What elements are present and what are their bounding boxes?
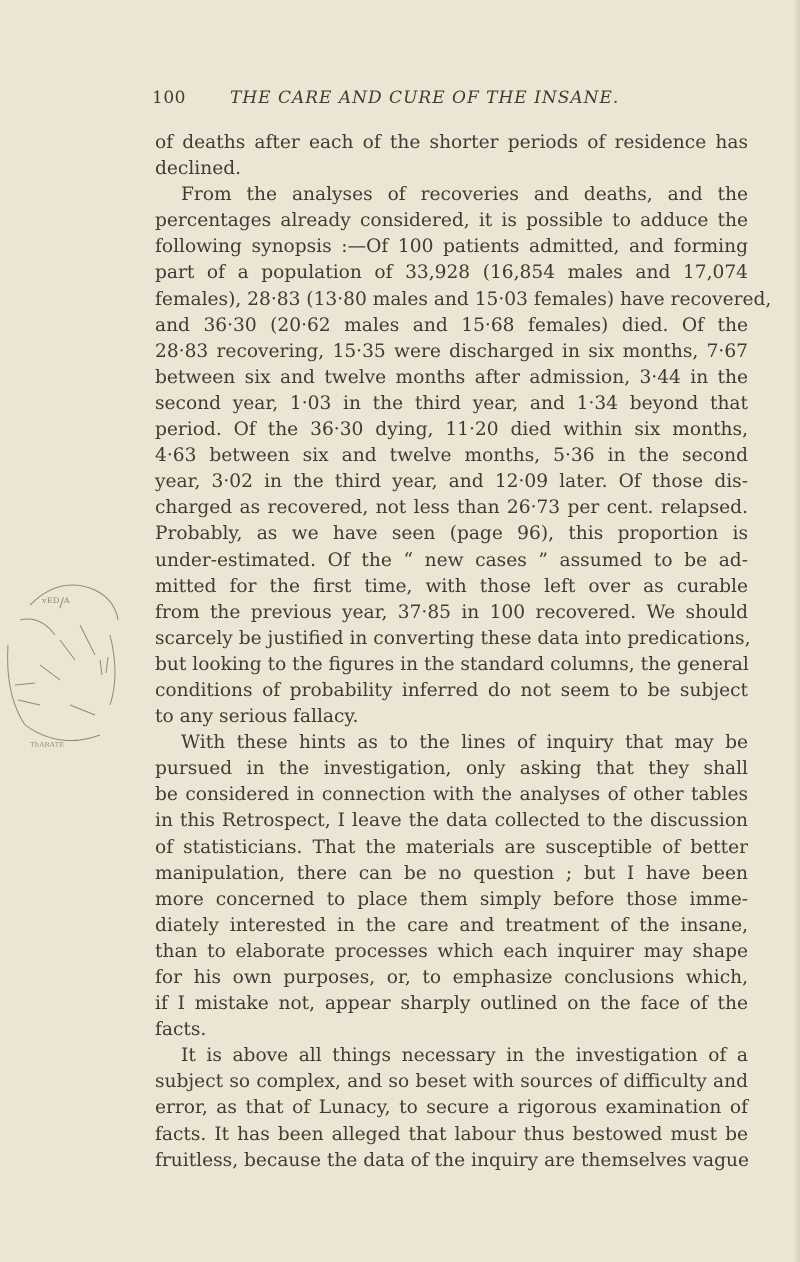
text-line: diately interested in the care and treatment of the insane, (155, 914, 748, 936)
text-line: 4·63 between six and twelve months, 5·36 in the second (155, 445, 748, 467)
text-line: more concerned to place them simply before those imme- (155, 888, 748, 910)
text-line: percentages already considered, it is possible to adduce the (155, 210, 748, 232)
text-line: From the analyses of recoveries and deaths, and the (181, 184, 748, 206)
text-line: Probably, as we have seen (page 96), this proportion is (155, 523, 748, 545)
paragraph (155, 182, 772, 730)
library-stamp-icon (0, 565, 130, 765)
text-line: fruitless, because the data of the inquiry are themselves vague (155, 1149, 749, 1171)
running-title: THE CARE AND CURE OF THE INSANE. (230, 88, 620, 108)
text-line: scarcely be justified in converting these data into predications, (155, 627, 751, 649)
text-line: females), 28·83 (13·80 males and 15·03 females) have recovered, (155, 288, 772, 310)
text-line: error, as that of Lunacy, to secure a rigorous examination of (155, 1097, 748, 1119)
text-line: between six and twelve months after admission, 3·44 in the (155, 366, 748, 388)
svg-text:ᵀʰᴬᴿᴬᵀᴱ: ᵀʰᴬᴿᴬᵀᴱ (30, 740, 65, 753)
text-line: part of a population of 33,928 (16,854 males and 17,074 (155, 262, 748, 284)
text-line: under-estimated. Of the “ new cases ” assumed to be ad- (155, 549, 748, 571)
text-line: 28·83 recovering, 15·35 were discharged in six months, 7·67 (155, 340, 748, 362)
text-line: to any serious fallacy. (155, 706, 359, 728)
paragraph (155, 730, 748, 1043)
text-line: if I mistake not, appear sharply outlined on the face of the (155, 993, 748, 1015)
page-number: 100 (152, 88, 186, 108)
text-line: of statisticians. That the materials are susceptible of better (155, 836, 748, 858)
text-line: for his own purposes, or, to emphasize conclusions which, (155, 967, 748, 988)
text-line: charged as recovered, not less than 26·73 per cent. relapsed. (155, 497, 748, 519)
text-line: With these hints as to the lines of inquiry that may be (181, 732, 748, 754)
text-line: but looking to the figures in the standard columns, the general (155, 653, 749, 675)
text-line: period. Of the 36·30 dying, 11·20 died within six months, (155, 419, 748, 441)
text-line: second year, 1·03 in the third year, and 1·34 beyond that (155, 392, 748, 414)
svg-text:ᵛᴱᴰ/ᴬ: ᵛᴱᴰ/ᴬ (42, 596, 70, 611)
paragraph (155, 1043, 748, 1173)
text-line: than to elaborate processes which each inquirer may shape (155, 940, 748, 962)
text-line: of deaths after each of the shorter periods of residence has (155, 132, 748, 153)
text-line: be considered in connection with the analyses of other tables (155, 784, 748, 806)
text-line: in this Retrospect, I leave the data collected to the discussion (155, 810, 748, 832)
text-line: mitted for the first time, with those left over as curable (155, 575, 748, 597)
text-line: conditions of probability inferred do not seem to be subject (155, 679, 748, 701)
text-line: facts. (155, 1019, 207, 1041)
text-line: facts. It has been alleged that labour thus bestowed must be (155, 1123, 748, 1145)
page-edge (794, 0, 800, 1262)
text-line: year, 3·02 in the third year, and 12·09 later. Of those dis- (155, 471, 748, 493)
body-text (155, 130, 772, 1174)
text-line: declined. (155, 158, 242, 180)
text-line: manipulation, there can be no question ; but I have been (155, 862, 748, 884)
text-line: pursued in the investigation, only asking that they shall (155, 758, 748, 780)
text-line: It is above all things necessary in the investigation of a (181, 1045, 748, 1067)
paragraph (155, 130, 748, 182)
text-line: from the previous year, 37·85 in 100 recovered. We should (155, 601, 748, 623)
text-line: and 36·30 (20·62 males and 15·68 females) died. Of the (155, 314, 748, 336)
text-line: following synopsis :—Of 100 patients admitted, and forming (155, 236, 748, 258)
text-line: subject so complex, and so beset with sources of difficulty and (155, 1071, 748, 1093)
